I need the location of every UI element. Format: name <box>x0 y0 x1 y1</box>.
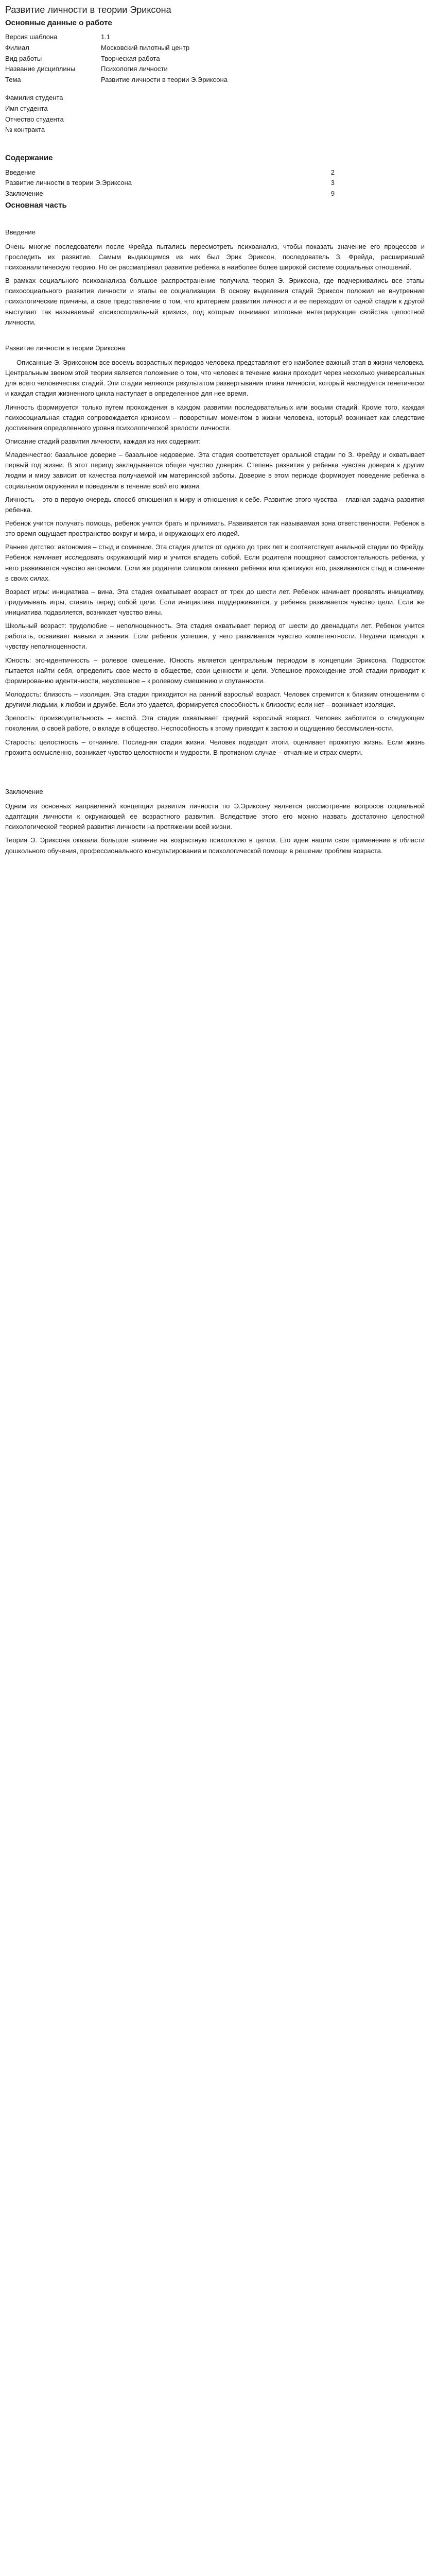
introduction-paragraph: В рамках социального психоанализа большое распространение получила теория Э. Эриксона, где подчеркивались все этапы психосоциального развития личности и этапы ее социализации. В основу выделения стадий Эриксон положил не внутренние психологические причины, а свое представление о том, что критерием развития личности и ее переходом от одной стадии к другой выступает так называемый «психосоциальный кризис», под которым понимают итоговые интегрирующие свойства целостной личности. <box>5 277 425 326</box>
field-label: Фамилия студента <box>5 93 63 101</box>
introduction-heading: Введение <box>5 228 36 236</box>
introduction-section <box>5 227 425 328</box>
main-paragraph: Личность формируется только путем прохождения в каждом развитии последовательных или восьми стадий. Кроме того, каждая психосоциальная стадия сопровождается кризисом – поворотным моментом в жизни человека, который возникает как следствие достижения определенного уровня психологической зрелости личности. <box>5 403 425 432</box>
field-value: Психология личности <box>101 65 168 73</box>
main-section <box>5 343 425 758</box>
basic-data-heading: Основные данные о работе <box>5 18 112 27</box>
main-paragraph: Старость: целостность – отчаяние. Последняя стадия жизни. Человек подводит итоги, оценивает прожитую жизнь. Если жизнь прожита осмысленно, возникает чувство целостности и мудрости. В противном случае – отчаяние и страх смерти. <box>5 738 425 756</box>
field-value: Развитие личности в теории Э.Эриксона <box>101 76 228 84</box>
work-info-row <box>5 75 228 86</box>
field-label: Имя студента <box>5 104 48 112</box>
main-paragraph: Младенчество: базальное доверие – базальное недоверие. Эта стадия соответствует оральной стадии по З. Фрейду и охватывает первый год жизни. В этот период закладывается общее чувство доверия. Степень развития у ребенка чувства доверия к другим людям и миру зависит от качества получаемой им материнской заботы. Доверие в этом периоде формирует поведение ребенка в социальном окружении и поведении в течение всей его жизни. <box>5 451 425 490</box>
field-value <box>101 93 228 104</box>
introduction-paragraph: Очень многие последователи после Фрейда пытались пересмотреть психоанализ, чтобы показать значение его процессов и проследить их развитие. Самым выдающимся из них был Эрик Эриксон, последователь З. Фрейда, расширивший психоаналитическую теорию. Но он рассматривал развитие ребенка в наиболее более широкой системе социальных отношений. <box>5 242 425 271</box>
toc-item-page: 9 <box>330 190 335 198</box>
main-part-heading: Основная часть <box>5 201 67 210</box>
main-paragraph: Зрелость: производительность – застой. Эта стадия охватывает средний взрослый возраст. Человек заботится о следующем поколении, о своей работе, о вкладе в общество. Неспособность к этому приводит к застою и ощущению бессмысленности. <box>5 714 425 733</box>
main-paragraph: Юность: эго-идентичность – ролевое смешение. Юность является центральным периодом в концепции Эриксона. Подросток пытается найти себя, определить свое место в обществе, свои ценности и цели. Успешное прохождение этой стадии приводит к формированию идентичности, неуспешное – к ролевому смешению и спутанности. <box>5 656 425 685</box>
field-value <box>101 104 228 114</box>
main-paragraph: Раннее детство: автономия – стыд и сомнение. Эта стадия длится от одного до трех лет и соответствует анальной стадии по Фрейду. Ребенок начинает исследовать окружающий мир и учится владеть собой. Если родители поощряют самостоятельность ребенка, у него развивается чувство автономии. Если же родители слишком опекают ребенка или критикуют его, развиваются стыд и сомнение в своих силах. <box>5 543 425 582</box>
toc-item-page: 2 <box>330 168 335 176</box>
student-info-row <box>5 93 228 104</box>
field-value: Московский пилотный центр <box>101 43 190 52</box>
field-label: Версия шаблона <box>5 33 58 41</box>
conclusion-paragraph: Одним из основных направлений концепции развития личности по Э.Эриксону является рассмотрение вопросов социальной адаптации личности к окружающей ее возрастного развития. Вследствие этого его можно назвать достаточно целостной психологической теорией развития личности на протяжении всей жизни. <box>5 802 425 831</box>
table-of-contents <box>5 167 335 199</box>
field-label: Название дисциплины <box>5 65 76 73</box>
main-paragraph: Школьный возраст: трудолюбие – неполноценность. Эта стадия охватывает период от шести до двенадцати лет. Ребенок учится работать, осваивает навыки и знания. Если ребенок успешен, у него развивается чувство компетентности. Неудачи приводят к чувству неполноценности. <box>5 622 425 651</box>
main-paragraph: Молодость: близость – изоляция. Эта стадия приходится на ранний взрослый возраст. Человек стремится к близким отношениям с другими людьми, к любви и дружбе. Если это удается, формируется способность к близости; если нет – возникает изоляция. <box>5 690 425 709</box>
work-info-row <box>5 32 228 43</box>
main-paragraph: Личность – это в первую очередь способ отношения к миру и отношения к себе. Развитие этого чувства – главная задача развития ребенка. <box>5 495 425 514</box>
field-label: Вид работы <box>5 54 42 62</box>
main-paragraph: Возраст игры: инициатива – вина. Эта стадия охватывает возраст от трех до шести лет. Ребенок начинает проявлять инициативу, придумывать игры, ставить перед собой цели. Если инициатива поддерживается, у ребенка развивается чувство цели. Если же инициатива подавляется, возникает чувство вины. <box>5 587 425 617</box>
student-info-row <box>5 125 228 135</box>
field-label: Тема <box>5 76 21 84</box>
field-label: № контракта <box>5 126 45 134</box>
toc-item-label: Введение <box>5 168 36 176</box>
document-title: Развитие личности в теории Эриксона <box>5 5 171 15</box>
conclusion-heading: Заключение <box>5 787 43 795</box>
toc-item-label: Заключение <box>5 190 43 198</box>
field-value <box>101 125 228 135</box>
toc-item[interactable] <box>5 167 335 178</box>
work-info-row <box>5 54 228 64</box>
contents-heading: Содержание <box>5 154 53 163</box>
field-label: Филиал <box>5 43 29 52</box>
toc-item-page: 3 <box>330 179 335 187</box>
work-info-row <box>5 64 228 75</box>
field-value <box>101 114 228 125</box>
main-paragraph: Описанные Э. Эриксоном все восемь возрастных периодов человека представляют его наиболее важный этап в жизни человека. Центральным звеном этой теории является положение о том, что человек в течение жизни проходит через несколько универсальных для всего человечества стадий. Эти стадии являются результатом развертывания плана личности, который наследуется генетически и каждая стадия жизненного цикла наступает в определенное для нее время. <box>5 358 425 398</box>
student-info-row <box>5 114 228 125</box>
main-paragraph: Ребенок учится получать помощь, ребенок учится брать и принимать. Развивается так называемая зона ответственности. Ребенок в это время ощущает пространство вокруг и мира, и окружающих его людей. <box>5 519 425 538</box>
toc-item[interactable] <box>5 178 335 189</box>
work-info-row <box>5 43 228 54</box>
field-value: Творческая работа <box>101 54 160 62</box>
conclusion-section <box>5 787 425 856</box>
main-paragraph: Описание стадий развития личности, каждая из них содержит: <box>5 437 201 445</box>
student-info-row <box>5 104 228 114</box>
work-info-table <box>5 32 228 135</box>
field-value: 1.1 <box>101 33 111 41</box>
toc-item[interactable] <box>5 189 335 199</box>
conclusion-paragraph: Теория Э. Эриксона оказала большое влияние на возрастную психологию в целом. Его идеи нашли свое применение в области дошкольного обучения, профессионального консультирования и психологической помощи в решении проблем возраста. <box>5 836 425 855</box>
toc-item-label: Развитие личности в теории Э.Эриксона <box>5 179 132 187</box>
main-section-heading: Развитие личности в теории Эриксона <box>5 344 125 352</box>
field-label: Отчество студента <box>5 115 64 123</box>
